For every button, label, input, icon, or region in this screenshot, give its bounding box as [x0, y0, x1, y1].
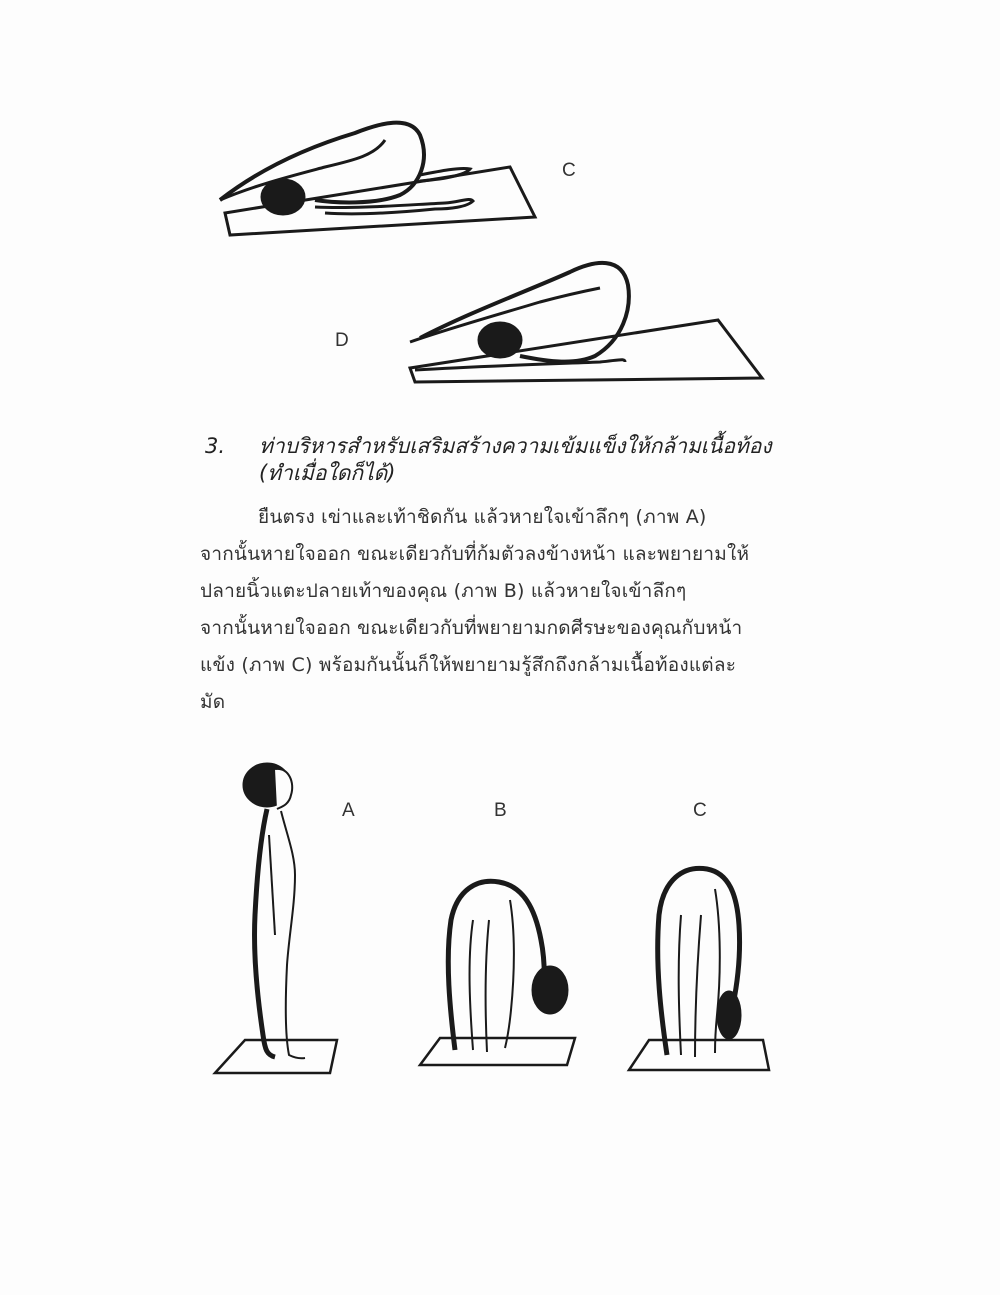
body-c-feet [420, 168, 470, 181]
bottom-pose-b-illustration [415, 860, 590, 1070]
bottom-pose-c-illustration [625, 855, 775, 1075]
body-a-front [281, 811, 305, 1058]
figure-label-top-c: C [562, 160, 576, 181]
figure-label-top-d: D [335, 330, 349, 351]
paragraph-line-1: ยืนตรง เข่าและเท้าชิดกัน แล้วหายใจเข้าลึกๆ (ภาพ A) [258, 506, 707, 528]
paragraph-line-3: ปลายนิ้วแตะปลายเท้าของคุณ (ภาพ B) แล้วหายใจเข้าลึกๆ [200, 580, 687, 602]
mat-d [410, 320, 762, 382]
head-d-hair [478, 322, 522, 358]
paragraph-line-2: จากนั้นหายใจออก ขณะเดียวกับที่ก้มตัวลงข้างหน้า และพยายามให้ [200, 543, 750, 565]
body-c-back [220, 123, 424, 203]
section-title-line2: (ทำเมื่อใดก็ได้) [259, 461, 396, 485]
top-pose-c-illustration [205, 105, 545, 245]
paragraph-line-4: จากนั้นหายใจออก ขณะเดียวกับที่พยายามกดศีรษะของคุณกับหน้า [200, 617, 743, 639]
bottom-pose-a-illustration [205, 755, 345, 1085]
paragraph-line-5: แข้ง (ภาพ C) พร้อมกันนั้นก็ให้พยายามรู้สึกถึงกล้ามเนื้อท้องแต่ละ [200, 654, 737, 676]
head-b-hair [532, 966, 568, 1014]
mat-a [215, 1040, 337, 1073]
mat-bottom-c [629, 1040, 769, 1070]
head-bottom-c-hair [717, 991, 741, 1039]
body-b-arm [505, 900, 514, 1048]
body-a-arm [269, 835, 275, 935]
section-title-line1: ท่าบริหารสำหรับเสริมสร้างความเข้มแข็งให้กล้ามเนื้อท้อง [259, 434, 772, 458]
body-a-back [254, 809, 275, 1057]
figure-label-bottom-a: A [342, 800, 355, 821]
figure-label-bottom-b: B [494, 800, 507, 821]
top-pose-d-illustration [400, 250, 770, 390]
mat-b [420, 1038, 575, 1065]
section-number: 3. [205, 434, 226, 458]
body-bottom-c-legs [679, 915, 701, 1057]
face-a [275, 769, 292, 809]
head-c-hair [261, 179, 305, 215]
figure-label-bottom-c: C [693, 800, 707, 821]
body-b-back [448, 881, 544, 1050]
body-d-back [420, 263, 629, 362]
body-b-legs [470, 920, 489, 1052]
paragraph-line-6: มัด [200, 691, 226, 713]
